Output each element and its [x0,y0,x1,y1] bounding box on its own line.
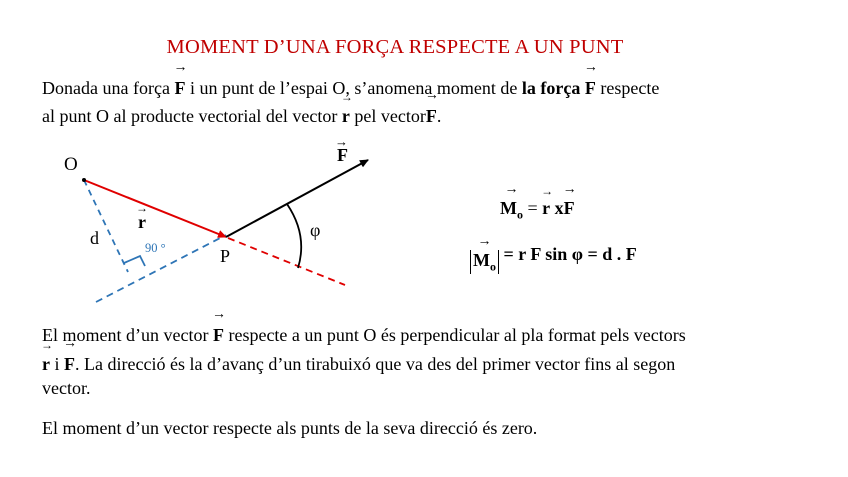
intro-text-1: Donada una força [42,78,170,98]
moment-vector-symbol [473,250,496,275]
para2-text-4: . La direcció és la d’avanç d’un tirabuixó que va des del primer vector fins al segon [75,354,676,374]
force-vector-symbol: → F [585,76,596,100]
position-vector-symbol: → r [342,104,350,128]
vector-r-arrow-glyph: → [136,201,148,215]
force-vector-symbol: → F [174,76,185,100]
vector-F-arrow-glyph: → [335,134,348,149]
intro-text-4: la força [521,78,581,98]
moment-symbol: M [500,198,517,218]
right-angle-label: 90 ° [145,241,166,255]
force-vector-symbol: → F [564,198,575,219]
point-P-label: P [220,246,231,266]
phi-arc [287,204,301,268]
intro-text-7: pel vector [354,106,426,126]
intro-text-2: i un punt de l’espai O, s’anomena moment [189,78,496,98]
moment-formula [500,198,575,223]
distance-d-label: d [90,228,99,248]
intro-line-2 [42,104,441,128]
moment-symbol: M [473,250,490,270]
para2-text-3: i [54,354,60,374]
para2-line-2 [42,352,675,376]
distance-d-line [84,180,128,272]
force-vector-symbol: → F [426,104,437,128]
cross-product-symbol: x [554,198,564,218]
formula-equals: = [527,198,538,218]
magnitude-expression: = r F sin φ = d . F [503,244,637,264]
force-vector-symbol: → F [64,352,75,376]
moment-magnitude-formula [470,244,637,274]
vector-r-label: r [138,212,146,232]
position-vector-symbol: → r [542,198,550,219]
position-vector-extension [228,238,345,285]
para2-line-3: vector. [42,378,91,398]
angle-phi-label: φ [310,220,321,240]
force-vector-symbol: → F [213,323,224,347]
position-vector-symbol: → r [42,352,50,376]
moment-vector-symbol [500,198,523,223]
point-O-marker [82,178,86,182]
intro-text-8: . [436,106,442,126]
moment-subscript: o [517,207,523,222]
intro-text-5: respecte [600,78,660,98]
point-O-label: O [64,154,78,175]
para2-text-2: respecte a un punt O és perpendicular al pla format pels vectors [228,325,686,345]
para2-line-1 [42,323,686,347]
position-vector-r [84,180,226,237]
intro-text-6: al punt O al producte vectorial del vector [42,106,338,126]
page-title: MOMENT D’UNA FORÇA RESPECTE A UN PUNT [166,36,624,58]
para3-text: El moment d’un vector respecte als punts de la seva direcció és zero. [42,418,538,438]
moment-subscript: o [490,259,496,274]
para2-text-1: El moment d’un vector [42,325,209,345]
intro-text-3: de [500,78,518,98]
right-angle-marker [124,256,145,266]
moment-diagram [0,130,440,320]
absolute-value-bars [470,250,499,274]
vector-F-label: F [337,145,348,165]
